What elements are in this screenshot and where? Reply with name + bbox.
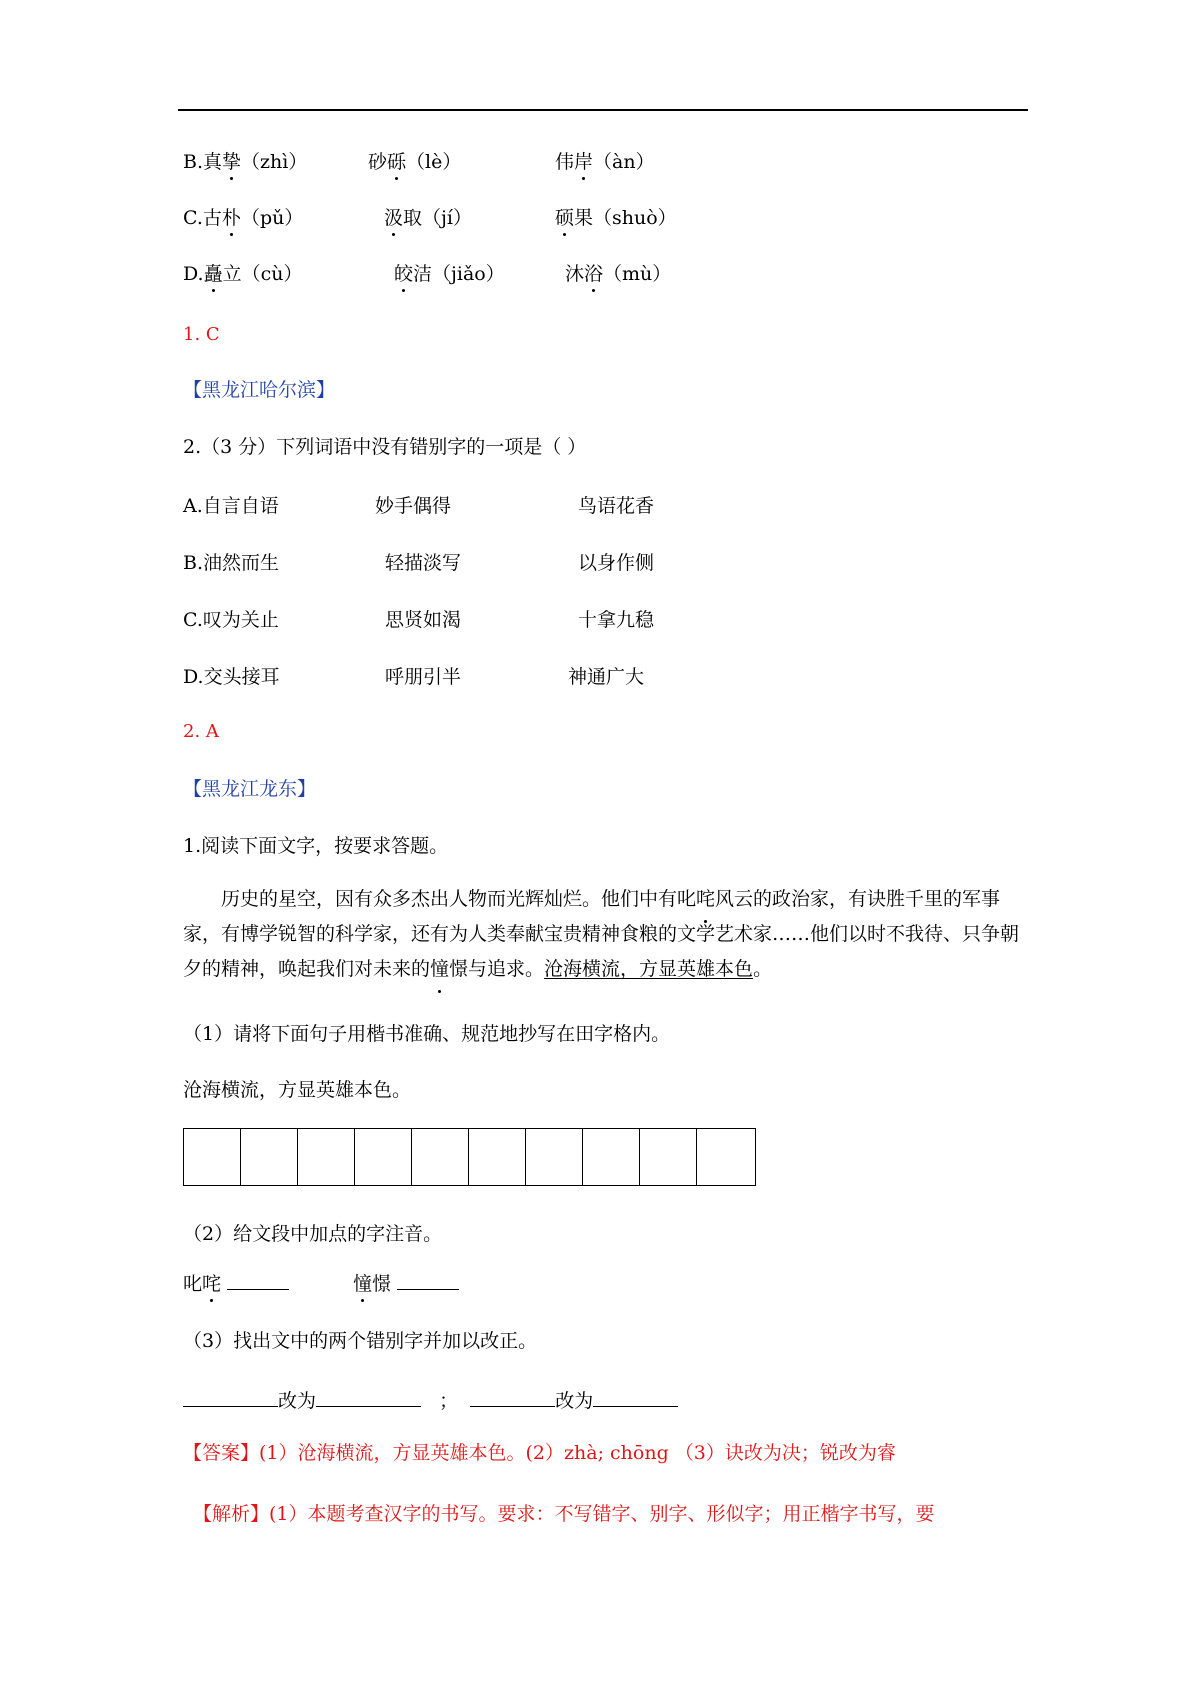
correction-blank-3[interactable] (470, 1388, 555, 1407)
q2-option-a: A.自言自语 (183, 495, 279, 517)
grid-cell[interactable] (583, 1129, 640, 1185)
q2-stem: 2.（3 分）下列词语中没有错别字的一项是（ ） (183, 436, 587, 458)
correction-blank-2[interactable] (316, 1388, 421, 1407)
q2-option-d-2: 呼朋引半 (385, 666, 462, 688)
analysis: 【解析】(1）本题考查汉字的书写。要求：不写错字、别字、形似字；用正楷字书写，要 (193, 1503, 935, 1525)
q2-option-a-3: 鸟语花香 (578, 495, 655, 517)
writing-grid[interactable] (183, 1128, 756, 1186)
option-b-word2: 砂砾（lè） (368, 147, 461, 174)
q2-option-d: D.交头接耳 (183, 666, 280, 688)
q3-stem: 1.阅读下面文字，按要求答题。 (183, 835, 449, 857)
option-d: D.矗立（cù） (183, 259, 303, 286)
header-rule (178, 109, 1028, 111)
q2-option-d-3: 神通广大 (568, 666, 645, 688)
q2-option-b-3: 以身作侧 (578, 552, 655, 574)
q2-option-a-2: 妙手偶得 (375, 495, 452, 517)
sub-question-2: （2）给文段中加点的字注音。 (183, 1223, 443, 1245)
sub-question-1: （1）请将下面句子用楷书准确、规范地抄写在田字格内。 (183, 1023, 671, 1045)
q2-option-b: B.油然而生 (183, 552, 280, 574)
option-d-word2: 皎洁（jiǎo） (394, 259, 505, 286)
pinyin-item-2: 憧憬 (353, 1269, 459, 1296)
answer-1: 1. C (183, 324, 220, 345)
grid-cell[interactable] (526, 1129, 583, 1185)
option-b-word1: 真挚（zhì） (203, 151, 307, 173)
correction-blank-4[interactable] (593, 1388, 678, 1407)
pinyin-blank-2[interactable] (397, 1271, 459, 1290)
sub-question-3: （3）找出文中的两个错别字并加以改正。 (183, 1330, 538, 1352)
grid-cell[interactable] (412, 1129, 469, 1185)
q2-option-c-3: 十拿九稳 (578, 609, 655, 631)
pinyin-blank-1[interactable] (227, 1271, 289, 1290)
q2-option-c: C.叹为关止 (183, 609, 279, 631)
answer-3: 【答案】(1）沧海横流，方显英雄本色。(2）zhà; chōng （3）诀改为决；锐改为睿 (183, 1442, 896, 1464)
answer-2: 2. A (183, 721, 219, 742)
grid-cell[interactable] (298, 1129, 355, 1185)
option-c: C.古朴（pǔ） (183, 203, 303, 230)
grid-cell[interactable] (241, 1129, 298, 1185)
option-c-word1: 古朴（pǔ） (203, 207, 303, 229)
correction-line: 改为 ； 改为 (183, 1386, 678, 1413)
grid-cell[interactable] (469, 1129, 526, 1185)
copy-sentence: 沧海横流，方显英雄本色。 (183, 1079, 412, 1101)
option-c-word2: 汲取（jí） (384, 203, 472, 230)
correction-blank-1[interactable] (183, 1388, 278, 1407)
option-d-word3: 沐浴（mù） (565, 259, 671, 286)
q2-option-b-2: 轻描淡写 (385, 552, 462, 574)
grid-cell[interactable] (697, 1129, 755, 1185)
grid-cell[interactable] (184, 1129, 241, 1185)
option-d-word1: 矗立（cù） (204, 263, 303, 285)
reading-passage: 历史的星空，因有众多杰出人物而光辉灿烂。他们中有叱咤风云的政治家，有诀胜千里的军事家，有博学锐智的科学家，还有为人类奉献宝贵精神食粮的文学艺术家……他们以时不我待、只争朝夕的精神，唤起我们对未来的憧憬与追求。沧海横流，方显英雄本色。 (183, 882, 1028, 987)
option-c-word3: 硕果（shuò） (555, 203, 677, 230)
q2-option-c-2: 思贤如渴 (385, 609, 462, 631)
section-longdong: 【黑龙江龙东】 (183, 778, 317, 800)
grid-cell[interactable] (355, 1129, 412, 1185)
option-b: B.真挚（zhì） (183, 147, 307, 174)
option-b-word3: 伟岸（àn） (555, 147, 655, 174)
section-harbin: 【黑龙江哈尔滨】 (183, 379, 336, 401)
grid-cell[interactable] (640, 1129, 697, 1185)
pinyin-item-1: 叱咤 (183, 1269, 289, 1296)
